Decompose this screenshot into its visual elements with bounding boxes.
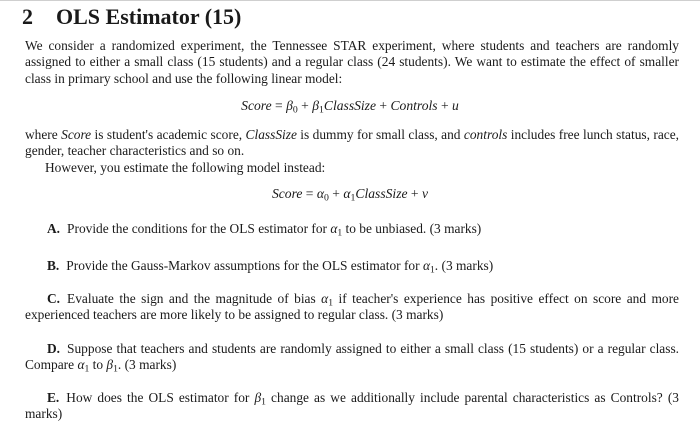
question-text: Provide the conditions for the OLS estimator for xyxy=(67,221,331,236)
where-paragraph xyxy=(25,127,679,160)
question-text-end: if teacher's experience has positive effect on score and more experienced teachers are more likely to be assigned to regular class. (3 marks) xyxy=(25,291,679,323)
where-classsize: ClassSize xyxy=(245,127,297,142)
question-c xyxy=(25,291,679,324)
question-label: B. xyxy=(47,258,60,273)
equation-true-model xyxy=(0,98,700,114)
section-heading xyxy=(22,4,241,30)
question-text-end: . (3 marks) xyxy=(434,258,494,273)
question-text-end: . (3 marks) xyxy=(117,357,177,373)
eq1-plus3: + xyxy=(437,98,453,113)
subscript: 1 xyxy=(113,363,118,375)
eq2-plus1: + xyxy=(328,186,344,201)
eq1-score: Score xyxy=(241,98,272,113)
eq1-plus2: + xyxy=(376,98,391,113)
eq2-equals: = xyxy=(302,186,317,201)
question-text-mid: to xyxy=(89,357,107,373)
question-a xyxy=(25,221,679,237)
question-text: Provide the Gauss-Markov assumptions for the OLS estimator for xyxy=(66,258,423,273)
subscript: 1 xyxy=(429,264,435,276)
eq2-classsize: ClassSize xyxy=(355,186,408,201)
eq2-score: Score xyxy=(271,186,303,201)
top-divider xyxy=(0,0,700,1)
eq1-equals: = xyxy=(271,98,287,113)
eq1-controls: Controls xyxy=(390,98,438,113)
where-text-1: where xyxy=(25,127,62,142)
eq1-beta0: β xyxy=(286,98,293,113)
section-title: OLS Estimator (15) xyxy=(56,4,242,29)
eq1-classsize: ClassSize xyxy=(323,98,377,113)
subscript: 1 xyxy=(261,396,266,408)
beta-symbol: β xyxy=(254,390,262,405)
eq1-beta1: β xyxy=(312,98,319,113)
question-e xyxy=(25,390,679,423)
section-number: 2 xyxy=(22,4,33,29)
beta-symbol: β xyxy=(106,357,114,373)
however-line: However, you estimate the following model instead: xyxy=(45,160,326,175)
where-score: Score xyxy=(61,127,92,142)
alpha-symbol: α xyxy=(321,291,329,306)
alpha-symbol: α xyxy=(330,221,338,236)
question-text: Suppose that teachers and students are randomly assigned to either a small class (15 students) or a regular class. Compare xyxy=(25,341,679,373)
subscript: 1 xyxy=(328,297,334,309)
question-label: D. xyxy=(47,341,61,356)
question-d xyxy=(25,341,679,374)
question-label: C. xyxy=(47,291,61,306)
eq2-alpha0: α xyxy=(316,186,325,201)
eq2-alpha1-sub: 1 xyxy=(350,192,356,204)
eq2-alpha1: α xyxy=(343,186,351,201)
where-text-3: is dummy for small class, and xyxy=(296,127,464,142)
question-label: A. xyxy=(47,221,61,236)
question-text-end: change as we additionally include parental characteristics as Controls? (3 marks) xyxy=(25,390,679,422)
eq1-beta0-sub: 0 xyxy=(292,104,298,116)
eq1-error: u xyxy=(452,98,459,113)
eq1-plus1: + xyxy=(297,98,313,113)
subscript: 1 xyxy=(337,227,343,239)
question-text: How does the OLS estimator for xyxy=(66,390,255,405)
alpha-symbol: α xyxy=(422,258,430,273)
where-text-4: includes free lunch status, race, gender, teacher characteristics and so on. xyxy=(25,127,680,159)
question-b xyxy=(25,258,679,274)
eq1-beta1-sub: 1 xyxy=(319,104,324,116)
where-text-2: is student's academic score, xyxy=(91,127,246,142)
question-text-end: to be unbiased. (3 marks) xyxy=(342,221,482,236)
question-label: E. xyxy=(47,390,60,405)
intro-paragraph: We consider a randomized experiment, the Tennessee STAR experiment, where students and teachers are randomly assigned to either a small class (15 students) and a regular class (24 students). We want to estimate the effect of smaller class in primary school and use the following linear model: xyxy=(25,38,679,86)
subscript: 1 xyxy=(84,363,90,375)
where-controls: controls xyxy=(463,127,508,142)
question-text: Evaluate the sign and the magnitude of bias xyxy=(67,291,322,306)
eq2-alpha0-sub: 0 xyxy=(324,192,329,204)
equation-estimated-model xyxy=(0,186,700,202)
alpha-symbol: α xyxy=(77,357,85,373)
eq2-plus2: + xyxy=(407,186,422,201)
eq2-error: v xyxy=(422,186,429,201)
